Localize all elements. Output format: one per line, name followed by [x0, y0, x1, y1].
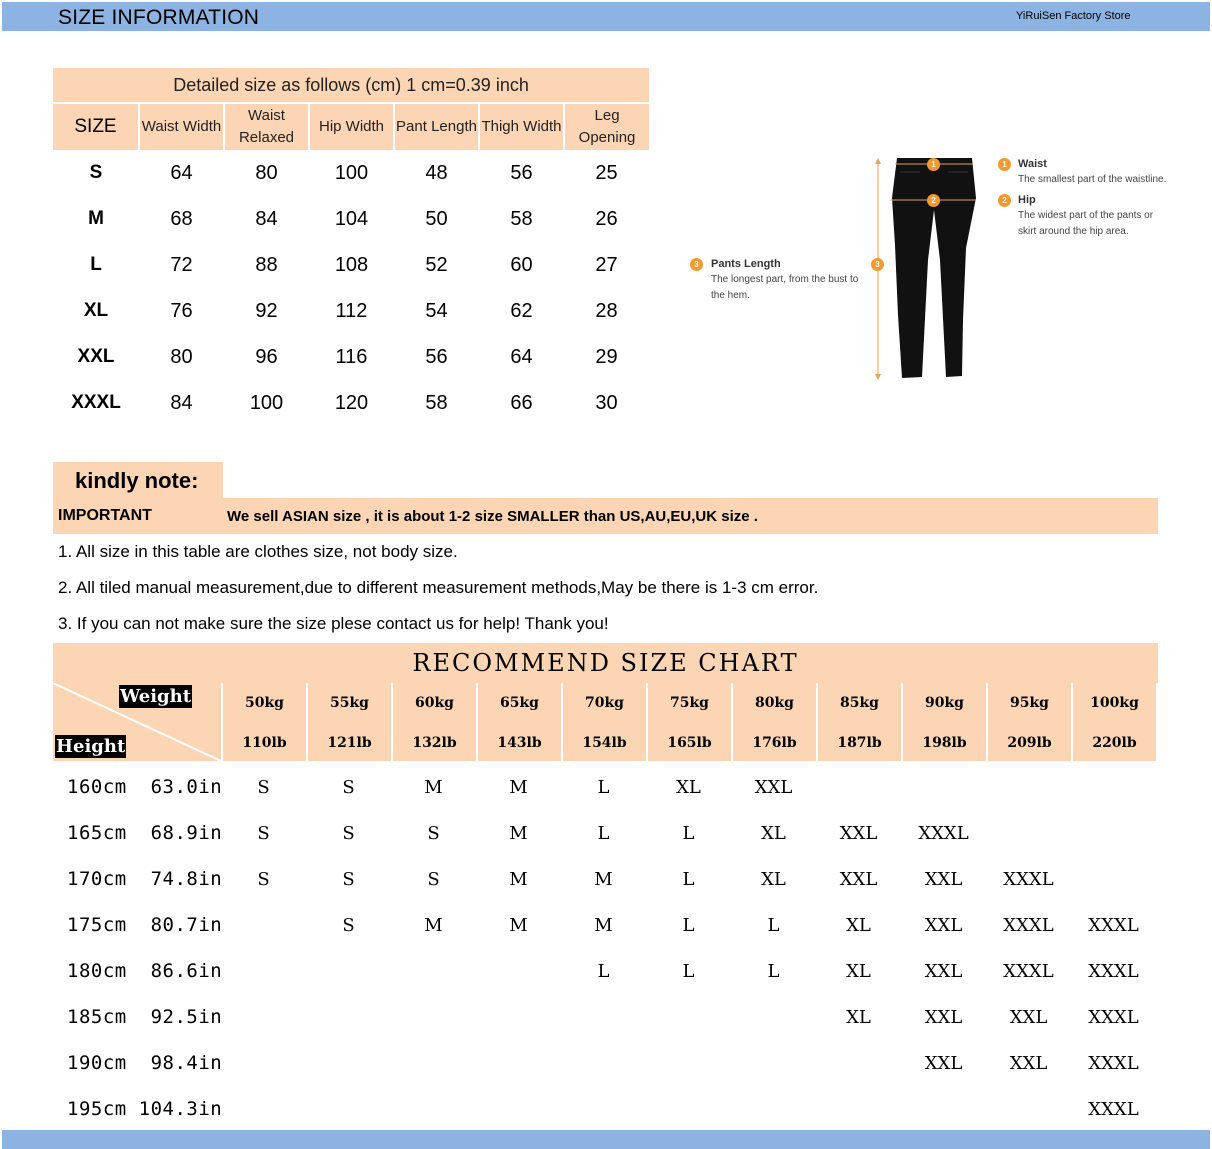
recommended-size: XXL — [1009, 1053, 1048, 1074]
recommended-size: S — [257, 869, 270, 890]
recommended-size: XXL — [754, 777, 793, 798]
weight-column-header — [563, 683, 646, 761]
size-row — [53, 196, 649, 242]
recommended-size: S — [257, 823, 270, 844]
recommended-size: L — [682, 961, 695, 982]
size-value: 88 — [255, 253, 278, 276]
weight-kg: 80kg — [755, 695, 794, 711]
weight-kg: 55kg — [330, 695, 369, 711]
size-column-header: SIZE — [53, 103, 139, 150]
weight-column-header — [733, 683, 816, 761]
size-value: 80 — [170, 345, 193, 368]
size-value: 112 — [335, 299, 368, 322]
recommended-size: XXL — [924, 915, 963, 936]
recommend-row — [53, 810, 1158, 856]
recommended-size: XXXL — [1088, 1099, 1139, 1120]
size-column-header: Hip Width — [309, 103, 394, 150]
size-value: 68 — [170, 207, 193, 230]
weight-kg: 50kg — [245, 695, 284, 711]
waist-title: Waist — [1018, 158, 1047, 170]
recommended-size: M — [594, 869, 613, 890]
recommend-row — [53, 948, 1158, 994]
note-title: kindly note: — [75, 468, 199, 493]
recommended-size: M — [509, 777, 528, 798]
weight-lb: 132lb — [412, 735, 457, 751]
recommended-size: XXXL — [918, 823, 969, 844]
hip-marker: 2 — [927, 194, 940, 207]
recommended-size: L — [682, 823, 695, 844]
height-label: Height — [56, 736, 126, 757]
weight-kg: 100kg — [1090, 695, 1139, 711]
size-value: 96 — [255, 345, 278, 368]
size-value: 25 — [595, 161, 618, 184]
size-label: M — [88, 208, 104, 229]
size-value: 76 — [170, 299, 193, 322]
weight-column-header — [818, 683, 901, 761]
note-tab — [53, 462, 223, 498]
weight-column-header — [223, 683, 306, 761]
note-line-1: 1. All size in this table are clothes size, not body size. — [58, 542, 458, 561]
weight-kg: 90kg — [925, 695, 964, 711]
recommended-size: S — [342, 777, 355, 798]
size-value: 64 — [510, 345, 533, 368]
height-value: 195cm 104.3in — [67, 1098, 223, 1120]
recommended-size: XXXL — [1088, 1007, 1139, 1028]
recommended-size: XXL — [924, 1007, 963, 1028]
size-value: 29 — [595, 345, 618, 368]
weight-column-header — [478, 683, 561, 761]
recommend-title: RECOMMEND SIZE CHART — [412, 649, 799, 677]
weight-lb: 209lb — [1007, 735, 1052, 751]
recommended-size: XXL — [924, 869, 963, 890]
recommended-size: XXL — [924, 961, 963, 982]
recommend-row — [53, 764, 1158, 810]
weight-lb: 187lb — [837, 735, 882, 751]
size-value: 26 — [595, 207, 618, 230]
weight-column-header — [903, 683, 986, 761]
hip-title: Hip — [1018, 194, 1036, 206]
hip-desc-2: skirt around the hip area. — [1018, 226, 1129, 237]
size-row — [53, 242, 649, 288]
size-row — [53, 380, 649, 426]
size-value: 54 — [425, 299, 448, 322]
size-value: 52 — [425, 253, 448, 276]
recommended-size: XL — [846, 915, 871, 936]
weight-column-header — [648, 683, 731, 761]
recommended-size: XXXL — [1088, 915, 1139, 936]
recommended-size: S — [342, 915, 355, 936]
height-value: 190cm 98.4in — [67, 1052, 223, 1074]
weight-column-header — [308, 683, 391, 761]
recommended-size: M — [594, 915, 613, 936]
recommend-row — [53, 1040, 1158, 1086]
size-table-caption: Detailed size as follows (cm) 1 cm=0.39 inch — [53, 68, 649, 103]
size-value: 58 — [510, 207, 533, 230]
recommended-size: M — [424, 777, 443, 798]
recommended-size: XL — [676, 777, 701, 798]
recommended-size: XL — [846, 961, 871, 982]
size-value: 80 — [255, 161, 278, 184]
size-value: 116 — [335, 345, 368, 368]
weight-lb: 143lb — [497, 735, 542, 751]
size-table — [53, 68, 649, 426]
recommend-row — [53, 902, 1158, 948]
size-column-header: Waist Width — [139, 103, 224, 150]
recommended-size: XL — [846, 1007, 871, 1028]
size-value: 100 — [249, 391, 284, 414]
recommended-size: L — [767, 915, 780, 936]
recommended-size: M — [509, 823, 528, 844]
size-value: 100 — [334, 161, 369, 184]
hip-desc-1: The widest part of the pants or — [1018, 210, 1154, 221]
size-column-header: Leg Opening — [564, 103, 649, 150]
size-label: XL — [83, 300, 109, 321]
height-value: 180cm 86.6in — [67, 960, 223, 982]
size-value: 120 — [334, 391, 369, 414]
size-column-header: Waist Relaxed — [224, 103, 309, 150]
page-title: SIZE INFORMATION — [58, 6, 260, 29]
size-value: 108 — [334, 253, 369, 276]
weight-label: Weight — [120, 686, 192, 707]
measurement-diagram — [680, 150, 1180, 390]
height-value: 170cm 74.8in — [67, 868, 223, 890]
weight-column-header — [393, 683, 476, 761]
size-value: 84 — [255, 207, 278, 230]
weight-lb: 110lb — [242, 735, 287, 751]
recommended-size: M — [509, 869, 528, 890]
weight-kg: 75kg — [670, 695, 709, 711]
weight-column-header — [988, 683, 1071, 761]
recommended-size: XL — [761, 823, 786, 844]
weight-lb: 154lb — [582, 735, 627, 751]
weight-kg: 60kg — [415, 695, 454, 711]
note-line-2: 2. All tiled manual measurement,due to different measurement methods,May be there is 1-3 cm error. — [58, 578, 819, 597]
height-value: 175cm 80.7in — [67, 914, 223, 936]
size-value: 84 — [170, 391, 193, 414]
size-column-header: Thigh Width — [479, 103, 564, 150]
size-value: 56 — [510, 161, 533, 184]
important-text: We sell ASIAN size , it is about 1-2 size SMALLER than US,AU,EU,UK size . — [227, 508, 758, 525]
footer-bar — [2, 1130, 1210, 1149]
weight-kg: 70kg — [585, 695, 624, 711]
length-desc-1: The longest part, from the bust to — [711, 274, 859, 285]
size-value: 30 — [595, 391, 618, 414]
length-marker: 3 — [871, 258, 884, 271]
recommended-size: XXXL — [1003, 961, 1054, 982]
waist-desc: The smallest part of the waistline. — [1018, 174, 1167, 185]
recommended-size: XXXL — [1088, 1053, 1139, 1074]
size-value: 50 — [425, 207, 448, 230]
recommended-size: XXL — [839, 823, 878, 844]
size-value: 60 — [510, 253, 533, 276]
recommended-size: L — [682, 869, 695, 890]
recommended-size: L — [597, 961, 610, 982]
recommended-size: XL — [761, 869, 786, 890]
weight-column-header — [1073, 683, 1156, 761]
size-row — [53, 288, 649, 334]
size-value: 92 — [255, 299, 278, 322]
size-value: 27 — [595, 253, 618, 276]
recommended-size: S — [342, 823, 355, 844]
weight-kg: 65kg — [500, 695, 539, 711]
size-value: 48 — [425, 161, 448, 184]
recommended-size: L — [767, 961, 780, 982]
recommended-size: XXL — [839, 869, 878, 890]
recommend-row — [53, 1086, 1158, 1132]
height-value: 185cm 92.5in — [67, 1006, 223, 1028]
recommended-size: S — [427, 869, 440, 890]
length-title: Pants Length — [711, 258, 781, 270]
size-value: 58 — [425, 391, 448, 414]
note-line-3: 3. If you can not make sure the size plese contact us for help! Thank you! — [58, 614, 609, 633]
height-value: 160cm 63.0in — [67, 776, 223, 798]
weight-lb: 165lb — [667, 735, 712, 751]
size-value: 64 — [170, 161, 193, 184]
weight-kg: 95kg — [1010, 695, 1049, 711]
size-value: 28 — [595, 299, 618, 322]
length-legend-marker: 3 — [690, 258, 703, 271]
size-column-header: Pant Length — [394, 103, 479, 150]
size-row — [53, 150, 649, 196]
size-value: 66 — [510, 391, 533, 414]
important-banner — [53, 498, 1158, 534]
size-value: 62 — [510, 299, 533, 322]
recommended-size: S — [257, 777, 270, 798]
size-label: XXL — [77, 346, 115, 367]
length-desc-2: the hem. — [711, 290, 750, 301]
weight-lb: 176lb — [752, 735, 797, 751]
recommended-size: XXXL — [1088, 961, 1139, 982]
height-value: 165cm 68.9in — [67, 822, 223, 844]
waist-marker: 1 — [927, 158, 940, 171]
recommended-size: XXL — [924, 1053, 963, 1074]
size-row — [53, 334, 649, 380]
weight-kg: 85kg — [840, 695, 879, 711]
weight-lb: 121lb — [327, 735, 372, 751]
hip-legend-marker: 2 — [998, 194, 1011, 207]
size-value: 72 — [170, 253, 193, 276]
store-name: YiRuiSen Factory Store — [1016, 10, 1131, 22]
important-label: IMPORTANT — [58, 507, 152, 524]
recommended-size: XXXL — [1003, 869, 1054, 890]
recommend-row — [53, 994, 1158, 1040]
size-label: XXXL — [71, 392, 121, 413]
recommended-size: S — [427, 823, 440, 844]
weight-lb: 198lb — [922, 735, 967, 751]
size-label: S — [89, 162, 103, 183]
recommended-size: L — [597, 777, 610, 798]
recommended-size: M — [509, 915, 528, 936]
recommend-corner — [53, 683, 221, 761]
weight-lb: 220lb — [1092, 735, 1137, 751]
recommended-size: S — [342, 869, 355, 890]
recommended-size: XXXL — [1003, 915, 1054, 936]
recommend-row — [53, 856, 1158, 902]
size-value: 56 — [425, 345, 448, 368]
size-label: L — [90, 254, 102, 275]
header-bar — [2, 2, 1210, 31]
recommend-title-bar — [53, 643, 1158, 683]
recommended-size: L — [597, 823, 610, 844]
waist-legend-marker: 1 — [998, 158, 1011, 171]
recommended-size: M — [424, 915, 443, 936]
size-value: 104 — [334, 207, 369, 230]
recommended-size: L — [682, 915, 695, 936]
recommended-size: XXL — [1009, 1007, 1048, 1028]
